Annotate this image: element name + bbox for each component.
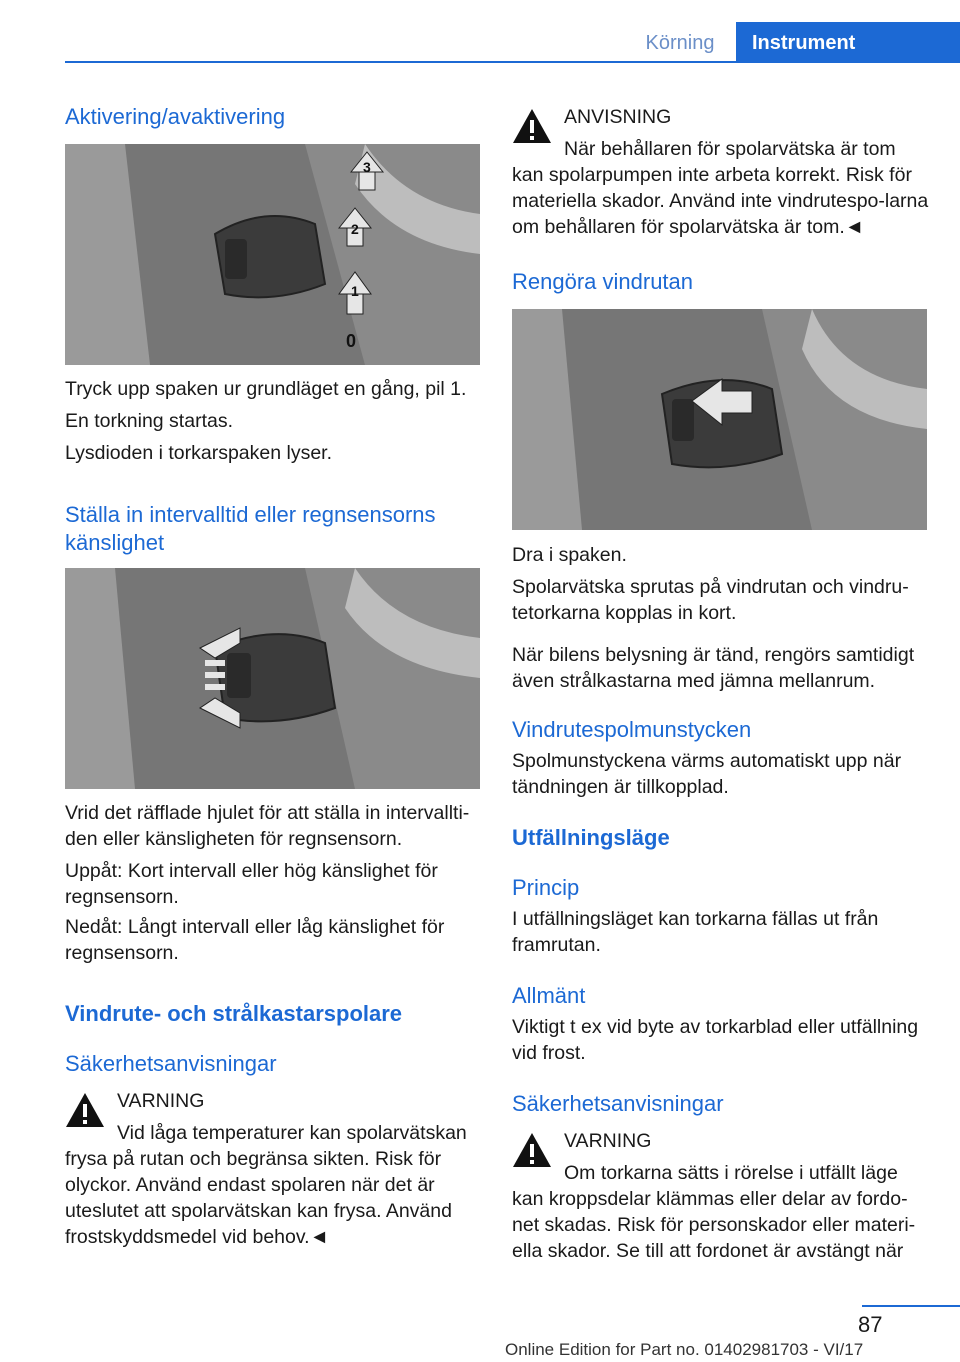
heading-safety-info-2: Säkerhetsanvisningar (512, 1091, 724, 1116)
text-led-lights: Lysdioden i torkarspaken lyser. (65, 442, 333, 464)
text-general: Viktigt t ex vid byte av torkarblad eller utfällning vid frost. (512, 1016, 919, 1064)
arrow-2-label: 2 (351, 221, 359, 237)
heading-interval-sensitivity: Ställa in intervalltid eller regnsensorns känslighet (65, 502, 436, 555)
text-downward: Nedåt: Långt intervall eller låg känslighet för regnsensorn. (65, 916, 445, 964)
text-wipe-starts: En torkning startas. (65, 410, 233, 432)
header-chapter-tab[interactable]: Instrument (736, 22, 960, 62)
notice-text-first-line: När behållaren för spolarvätska är tom (564, 138, 896, 160)
text-fluid-sprayed: Spolarvätska sprutas på vindrutan och vindru-tetorkarna kopplas in kort. (512, 576, 909, 624)
header-rule (65, 61, 960, 63)
warning-text-body: frysa på rutan och begränsa sikten. Risk för olyckor. Använd endast spolaren när det är uteslutet att spolarvätskan kan frysa. Använd frostskyddsmedel vid behov.◄ (65, 1148, 452, 1248)
figure-thumbwheel (65, 568, 480, 789)
arrow-1-label: 1 (351, 283, 359, 299)
heading-principle: Princip (512, 875, 580, 900)
notice-triangle-icon (512, 108, 552, 144)
heading-washer-system: Vindrute- och strålkastarspolare (65, 1001, 403, 1026)
header-section-tab[interactable]: Körning (645, 32, 715, 54)
warning2-label: VARNING (564, 1130, 652, 1152)
figure-wiper-stalk-positions (65, 144, 480, 365)
footer-rule (862, 1305, 960, 1307)
warning2-text-body: kan kroppsdelar klämmas eller delar av fordo-net skadas. Risk för personskador eller materi-ella skador. Se till att fordonet är avstängt när (512, 1188, 916, 1262)
heading-clean-windshield: Rengöra vindrutan (512, 269, 694, 294)
heading-foldout-position: Utfällningsläge (512, 825, 670, 850)
text-nozzles-heated: Spolmunstyckena värms automatiskt upp när tändningen är tillkopplad. (512, 750, 902, 798)
page-number: 87 (858, 1312, 883, 1337)
heading-safety-info: Säkerhetsanvisningar (65, 1051, 277, 1076)
text-turn-wheel: Vrid det räfflade hjulet för att ställa in intervallti-den eller känsligheten för regnsensorn. (65, 802, 470, 850)
warning-text-first-line: Vid låga temperaturer kan spolarvätskan (117, 1122, 467, 1144)
warning-triangle-icon-2 (512, 1132, 552, 1168)
warning-label: VARNING (117, 1090, 205, 1112)
text-principle: I utfällningsläget kan torkarna fällas ut från framrutan. (512, 908, 879, 956)
text-upward: Uppåt: Kort intervall eller hög känslighet för regnsensorn. (65, 860, 438, 908)
figure-pull-stalk (512, 309, 927, 530)
warning2-text-first-line: Om torkarna sätts i rörelse i utfällt läge (564, 1162, 898, 1184)
notice-text-body: kan spolarpumpen inte arbeta korrekt. Risk för materiella skador. Använd inte vindrutespo-larna om behållaren för spolarvätska är tom.◄ (512, 164, 929, 238)
heading-washer-nozzles: Vindrutespolmunstycken (512, 717, 752, 742)
warning-triangle-icon (65, 1092, 105, 1128)
text-headlights-cleaned: När bilens belysning är tänd, rengörs samtidigt även strålkastarna med jämna mellanrum. (512, 644, 915, 692)
heading-activation: Aktivering/avaktivering (65, 104, 286, 129)
text-pull-stalk: Dra i spaken. (512, 544, 627, 566)
arrow-3-label: 3 (363, 159, 371, 175)
position-0-label: 0 (346, 331, 357, 351)
text-push-stalk: Tryck upp spaken ur grundläget en gång, pil 1. (65, 378, 467, 400)
heading-general: Allmänt (512, 983, 586, 1008)
notice-label: ANVISNING (564, 106, 672, 128)
edition-note: Online Edition for Part no. 01402981703 - VI/17 (505, 1340, 864, 1359)
